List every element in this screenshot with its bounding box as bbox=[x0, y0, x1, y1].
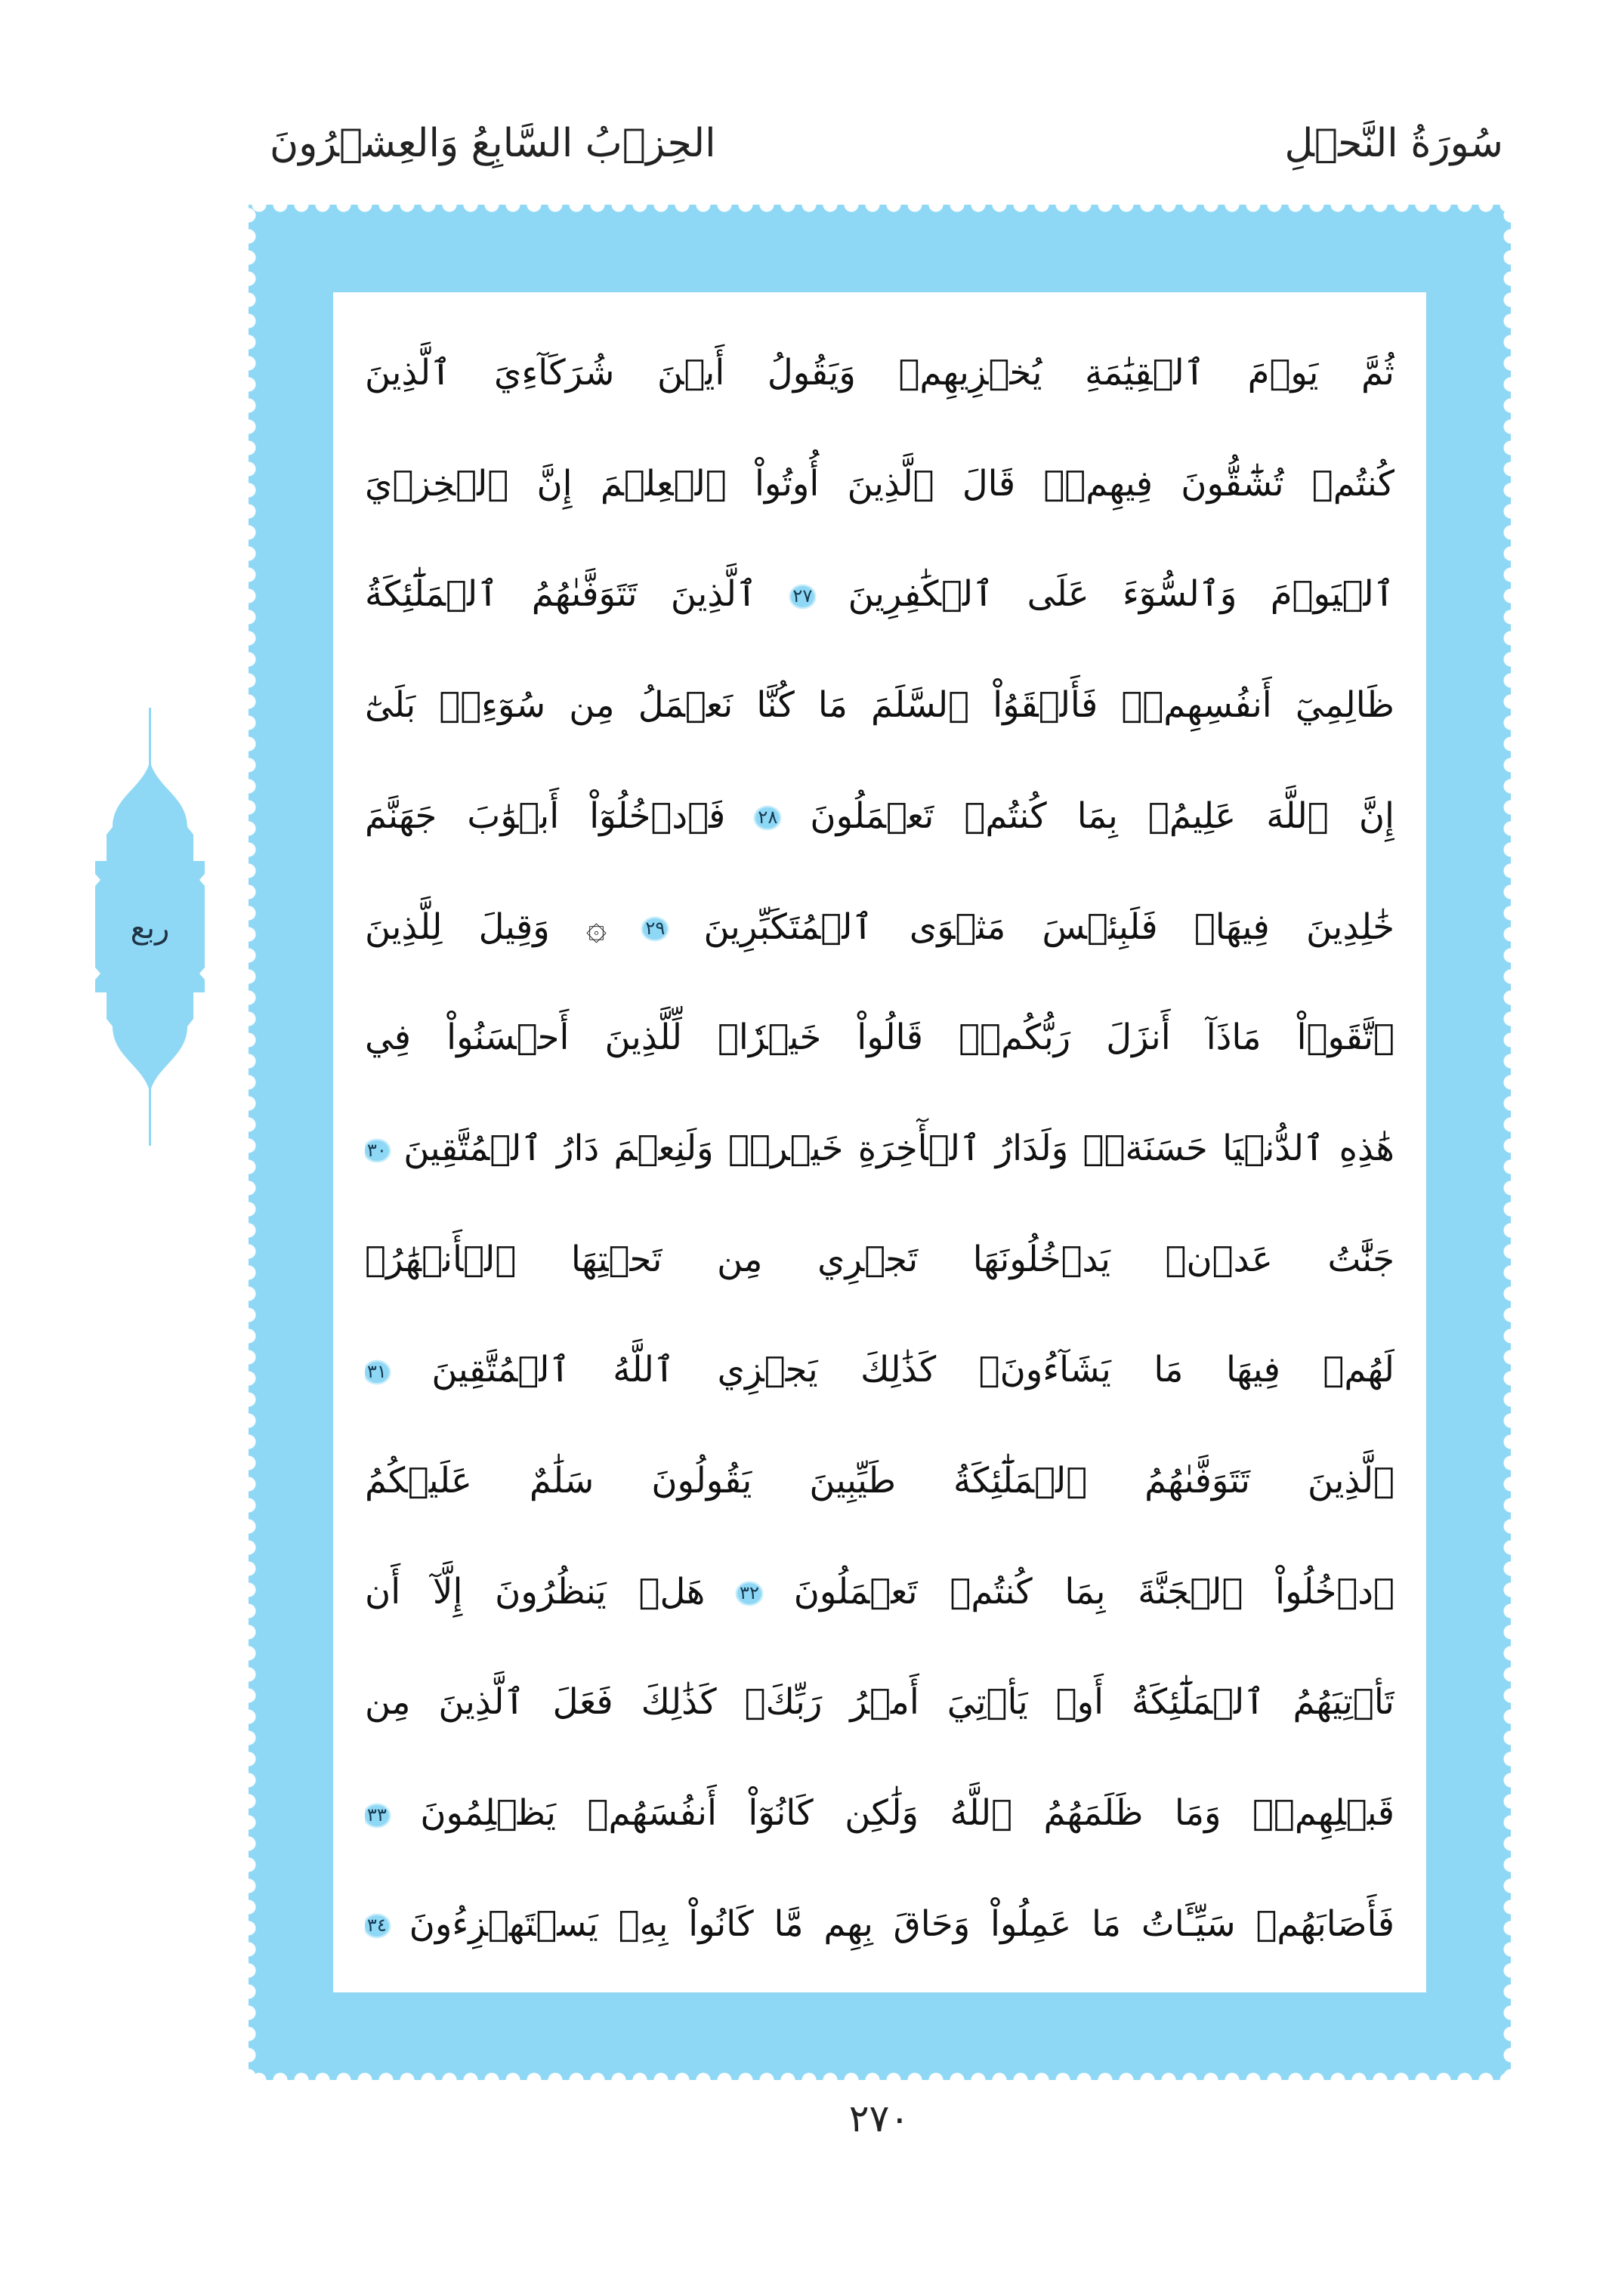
rub-marker-bottom-dome bbox=[107, 992, 193, 1093]
verse-text: جَنَّٰتُ عَدۡنٖ يَدۡخُلُونَهَا تَجۡرِي مِن تَحۡتِهَا ٱلۡأَنۡهَٰرُۖ bbox=[365, 1238, 1394, 1279]
text-line-content bbox=[365, 684, 1394, 725]
rub-marker-label: ربع bbox=[130, 911, 170, 946]
verse-text: ٱدۡخُلُواْ ٱلۡجَنَّةَ بِمَا كُنتُمۡ تَعۡمَلُونَ bbox=[793, 1570, 1394, 1612]
verse-text: ٱتَّقَوۡاْ مَاذَآ أَنزَلَ رَبُّكُمۡۚ قَالُواْ خَيۡرٗاۗ لِّلَّذِينَ أَحۡسَنُواْ فِي bbox=[365, 1017, 1394, 1058]
text-line bbox=[365, 1103, 1394, 1193]
text-line bbox=[365, 1546, 1394, 1637]
text-line-content bbox=[365, 463, 1394, 504]
frame-edge-left bbox=[249, 205, 258, 2080]
surah-title: سُورَةُ النَّحۡلِ bbox=[1284, 121, 1503, 166]
frame-edge-right bbox=[1501, 205, 1511, 2080]
text-line-content bbox=[365, 1571, 1394, 1612]
text-line-content bbox=[365, 573, 1394, 614]
verse-text: كُنتُمۡ تُشَٰٓقُّونَ فِيهِمۡۚ قَالَ ٱلَّذِينَ أُوتُواْ ٱلۡعِلۡمَ إِنَّ ٱلۡخِزۡيَ bbox=[365, 462, 1394, 504]
ayah-number-marker: ٢٧ bbox=[791, 586, 815, 607]
text-line-content bbox=[365, 1128, 1394, 1168]
text-line-content bbox=[365, 1239, 1394, 1279]
verse-text: تَأۡتِيَهُمُ ٱلۡمَلَٰٓئِكَةُ أَوۡ يَأۡتِيَ أَمۡرُ رَبِّكَۚ كَذَٰلِكَ فَعَلَ ٱلَّذِينَ مِن bbox=[365, 1681, 1394, 1723]
text-line bbox=[365, 327, 1394, 418]
text-line-content bbox=[365, 1681, 1394, 1722]
text-line-content bbox=[365, 352, 1394, 393]
text-line bbox=[365, 1324, 1394, 1415]
text-line bbox=[365, 992, 1394, 1082]
frame-edge-bottom bbox=[249, 2070, 1511, 2080]
text-line bbox=[365, 548, 1394, 639]
text-line-content bbox=[365, 795, 1394, 836]
ayah-number-marker: ٣٣ bbox=[365, 1805, 389, 1826]
text-line-content bbox=[365, 906, 1394, 947]
page-number: ٢٧٠ bbox=[848, 2097, 910, 2140]
text-line-content bbox=[365, 1903, 1394, 1944]
verse-text: خَٰلِدِينَ فِيهَاۖ فَلَبِئۡسَ مَثۡوَى ٱلۡمُتَكَبِّرِينَ bbox=[703, 906, 1394, 947]
text-line bbox=[365, 1878, 1394, 1969]
mushaf-text-body bbox=[333, 292, 1426, 1992]
text-line-content bbox=[365, 1349, 1394, 1390]
ayah-number-marker: ٢٩ bbox=[643, 918, 667, 940]
ayah-number-marker: ٣٤ bbox=[365, 1915, 389, 1936]
text-line bbox=[365, 770, 1394, 861]
text-line bbox=[365, 881, 1394, 972]
verse-text: هَلۡ يَنظُرُونَ إِلَّآ أَن bbox=[365, 1570, 706, 1612]
ayah-number-marker: ٣١ bbox=[365, 1362, 389, 1383]
verse-text: ظَالِمِيٓ أَنفُسِهِمۡۖ فَأَلۡقَوُاْ ٱلسَّلَمَ مَا كُنَّا نَعۡمَلُ مِن سُوٓءِۭۚ بَلَىٰٓ bbox=[365, 684, 1394, 726]
text-line bbox=[365, 438, 1394, 529]
verse-text: ۞ وَقِيلَ لِلَّذِينَ bbox=[365, 906, 607, 947]
rub-marker-top-dome bbox=[107, 761, 193, 861]
text-line-content bbox=[365, 1792, 1394, 1833]
hizb-title: الحِزۡبُ السَّابِعُ وَالعِشۡرُونَ bbox=[270, 121, 716, 166]
ayah-number-marker: ٢٨ bbox=[755, 807, 780, 829]
verse-text: لَهُمۡ فِيهَا مَا يَشَآءُونَۚ كَذَٰلِكَ يَجۡزِي ٱللَّهُ ٱلۡمُتَّقِينَ bbox=[431, 1349, 1394, 1390]
verse-text: ثُمَّ يَوۡمَ ٱلۡقِيَٰمَةِ يُخۡزِيهِمۡ وَيَقُولُ أَيۡنَ شُرَكَآءِيَ ٱلَّذِينَ bbox=[365, 352, 1394, 393]
text-line-content bbox=[365, 1460, 1394, 1501]
verse-text: فَٱدۡخُلُوٓاْ أَبۡوَٰبَ جَهَنَّمَ bbox=[365, 795, 726, 836]
frame-edge-top bbox=[249, 205, 1511, 214]
text-line bbox=[365, 659, 1394, 750]
rub-marker bbox=[95, 708, 205, 1146]
ayah-number-marker: ٣٠ bbox=[365, 1140, 389, 1162]
text-line bbox=[365, 1214, 1394, 1304]
text-line bbox=[365, 1767, 1394, 1858]
verse-text: ٱلَّذِينَ تَتَوَفَّىٰهُمُ ٱلۡمَلَٰٓئِكَةُ طَيِّبِينَ يَقُولُونَ سَلَٰمٌ عَلَيۡكُمُ bbox=[365, 1460, 1394, 1501]
text-line bbox=[365, 1435, 1394, 1526]
verse-text: ٱلۡيَوۡمَ وَٱلسُّوٓءَ عَلَى ٱلۡكَٰفِرِينَ bbox=[848, 573, 1394, 615]
verse-text: قَبۡلِهِمۡۚ وَمَا ظَلَمَهُمُ ٱللَّهُ وَلَٰكِن كَانُوٓاْ أَنفُسَهُمۡ يَظۡلِمُونَ bbox=[420, 1792, 1394, 1834]
ayah-number-marker: ٣٢ bbox=[737, 1583, 761, 1604]
text-line bbox=[365, 1656, 1394, 1747]
verse-text: ٱلَّذِينَ تَتَوَفَّىٰهُمُ ٱلۡمَلَٰٓئِكَةُ bbox=[365, 573, 758, 615]
verse-text: إِنَّ ٱللَّهَ عَلِيمُۢ بِمَا كُنتُمۡ تَعۡمَلُونَ bbox=[810, 795, 1394, 836]
verse-text: فَأَصَابَهُمۡ سَيِّـَٔاتُ مَا عَمِلُواْ وَحَاقَ بِهِم مَّا كَانُواْ بِهِۦ يَسۡتَهۡزِءُونَ bbox=[409, 1903, 1394, 1944]
text-line-content bbox=[365, 1017, 1394, 1057]
verse-text: هَٰذِهِ ٱلدُّنۡيَا حَسَنَةٞۚ وَلَدَارُ ٱلۡأٓخِرَةِ خَيۡرٞۚ وَلَنِعۡمَ دَارُ ٱلۡمُتَّقِينَ bbox=[403, 1127, 1394, 1168]
